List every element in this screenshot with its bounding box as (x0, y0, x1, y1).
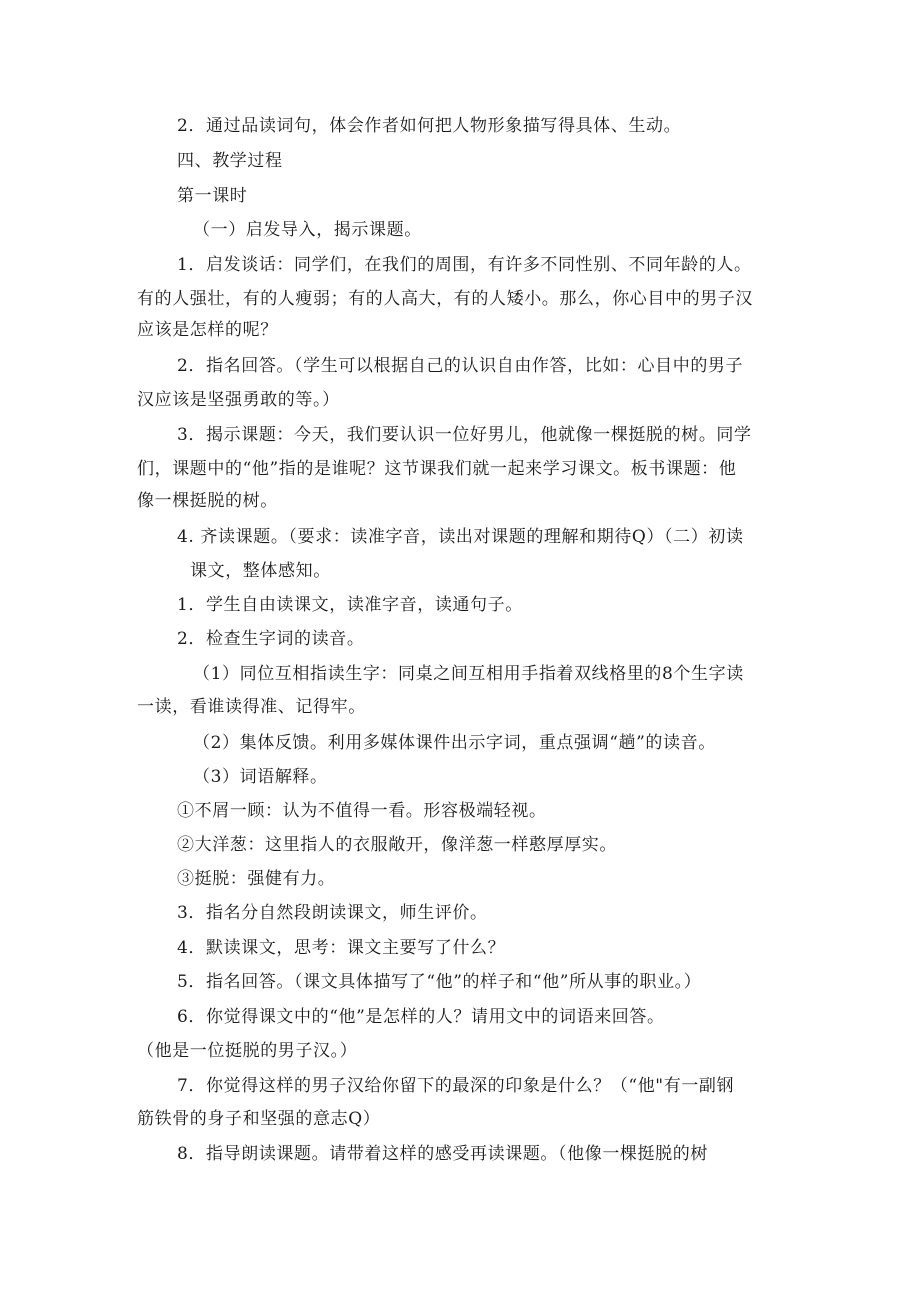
text-line: 2．指名回答。（学生可以根据自己的认识自由作答，比如：心目中的男子 (177, 356, 744, 376)
text-line: （3）词语解释。 (193, 767, 328, 787)
section-heading: 四、教学过程 (177, 151, 283, 171)
subsection-heading: 课文，整体感知。 (190, 561, 331, 581)
text-line: 2．检查生字词的读音。 (177, 629, 365, 649)
definition-item: ②大洋葱：这里指人的衣服敞开，像洋葱一样憨厚厚实。 (177, 835, 617, 855)
text-line: 一读，看谁读得准、记得牢。 (137, 697, 366, 717)
text-line: 有的人强壮，有的人瘦弱；有的人高大，有的人矮小。那么，你心目中的男子汉 (137, 289, 753, 309)
text-line: 2．通过品读词句，体会作者如何把人物形象描写得具体、生动。 (177, 116, 682, 136)
text-line: 们，课题中的“他”指的是谁呢？这节课我们就一起来学习课文。板书课题：他 (137, 459, 737, 479)
text-line: 4．默读课文，思考：课文主要写了什么？ (177, 938, 506, 958)
text-line: 应该是怎样的呢？ (137, 320, 278, 340)
definition-item: ③挺脱：强健有力。 (177, 869, 336, 889)
lesson-heading: 第一课时 (177, 186, 248, 206)
subsection-heading: （一）启发导入，揭示课题。 (193, 220, 422, 240)
definition-item: ①不屑一顾：认为不值得一看。形容极端轻视。 (177, 801, 547, 821)
text-line: （他是一位挺脱的男子汉。） (137, 1041, 358, 1061)
text-line: 8．指导朗读课题。请带着这样的感受再读课题。（他像一棵挺脱的树 (177, 1144, 708, 1164)
text-line: （2）集体反馈。利用多媒体课件出示字词，重点强调“趟”的读音。 (193, 733, 716, 753)
text-line: 3．揭示课题：今天，我们要认识一位好男儿，他就像一棵挺脱的树。同学 (177, 425, 752, 445)
text-line: 1．学生自由读课文，读准字音，读通句子。 (177, 595, 523, 615)
text-line: 汉应该是坚强勇敢的等。） (137, 390, 340, 410)
text-line: 7．你觉得这样的男子汉给你留下的最深的印象是什么？（“他"有一副钢 (177, 1076, 735, 1096)
text-line: 1．启发谈话：同学们，在我们的周围，有许多不同性别、不同年龄的人。 (177, 255, 752, 275)
text-line: 像一棵挺脱的树。 (137, 491, 278, 511)
text-line: 4. 齐读课题。（要求：读准字音，读出对课题的理解和期待Q）（二）初读 (177, 527, 744, 547)
text-line: 6．你觉得课文中的“他”是怎样的人？请用文中的词语来回答。 (177, 1007, 665, 1027)
text-line: 3．指名分自然段朗读课文，师生评价。 (177, 903, 488, 923)
text-line: （1）同位互相指读生字：同桌之间互相用手指着双线格里的8个生字读 (193, 664, 744, 684)
text-line: 5．指名回答。（课文具体描写了“他”的样子和“他”所从事的职业。） (177, 972, 702, 992)
text-line: 筋铁骨的身子和坚强的意志Q） (137, 1109, 381, 1129)
